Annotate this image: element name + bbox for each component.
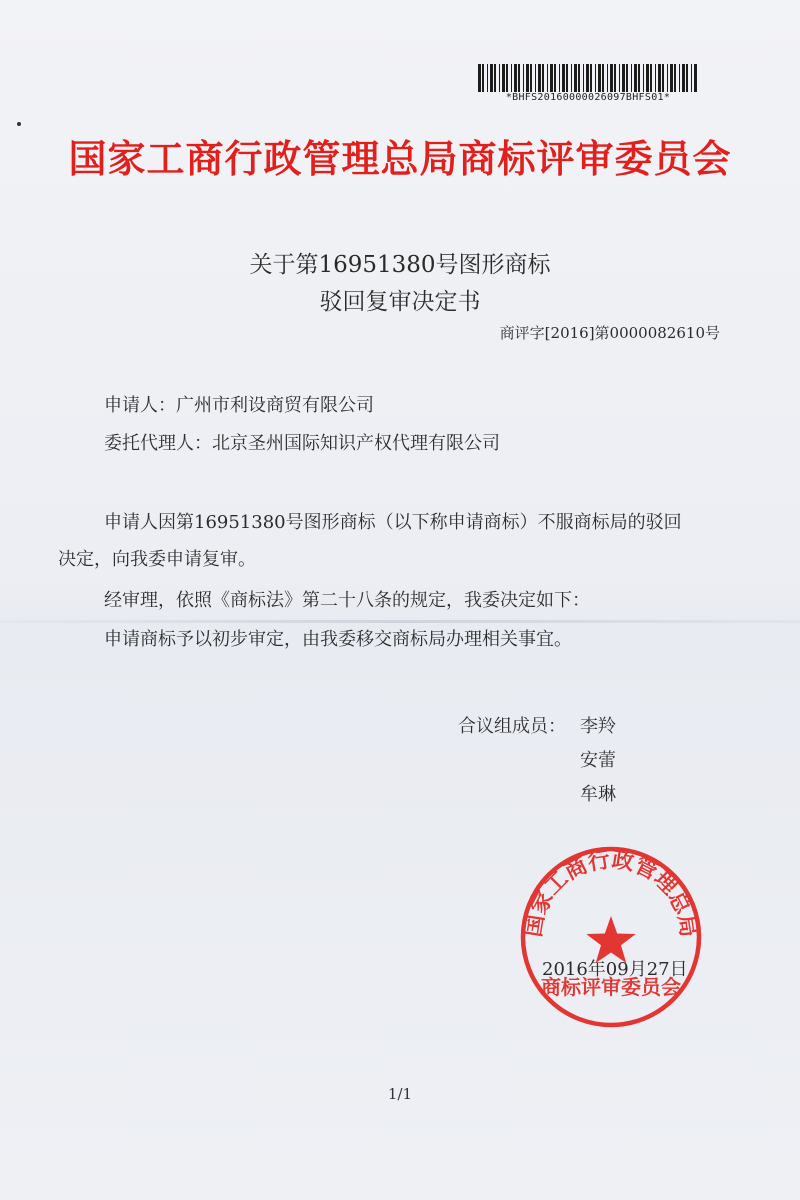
official-seal [516, 842, 706, 1032]
barcode-bar [538, 64, 541, 92]
applicant-field: 申请人：广州市利设商贸有限公司 [104, 395, 374, 416]
paragraph1-line2: 决定，向我委申请复审。 [58, 549, 256, 570]
barcode-bar [691, 64, 692, 92]
barcode-bar [518, 64, 520, 92]
barcode-bar [679, 64, 680, 92]
barcode-bar [535, 64, 536, 92]
barcode-bar [571, 64, 572, 92]
barcode-bar [482, 64, 484, 92]
barcode-bar [686, 64, 688, 92]
barcode-bar [670, 64, 673, 92]
barcode-bar [607, 64, 608, 92]
seal-star-icon [586, 916, 635, 963]
barcode-bar [562, 64, 565, 92]
ink-dot [17, 122, 21, 126]
barcode-bar [631, 64, 632, 92]
barcode-text: *BHFS20160000026097BHFS01* [505, 92, 671, 103]
barcode-bar [614, 64, 616, 92]
barcode-bar [583, 64, 584, 92]
barcode-bar [478, 64, 481, 92]
paragraph2: 经审理，依照《商标法》第二十八条的规定，我委决定如下： [104, 590, 590, 611]
barcode-bar [494, 64, 496, 92]
barcode-bar [523, 64, 524, 92]
barcode-bar [530, 64, 532, 92]
barcode-bar [634, 64, 637, 92]
barcode-bar [655, 64, 656, 92]
barcode-bar [643, 64, 644, 92]
barcode-bar [598, 64, 601, 92]
barcode-bar [646, 64, 649, 92]
barcode-bar [682, 64, 685, 92]
barcode-bar [590, 64, 592, 92]
barcode-bar [526, 64, 529, 92]
barcode-bar [674, 64, 676, 92]
barcode-bar [547, 64, 548, 92]
paragraph1-line1: 申请人因第16951380号图形商标（以下称申请商标）不服商标局的驳回 [104, 512, 682, 533]
barcode-bar [578, 64, 580, 92]
seal-bottom-text: 商标评审委员会 [541, 975, 681, 999]
barcode-bar [566, 64, 568, 92]
reference-number: 商评字[2016]第0000082610号 [499, 324, 720, 342]
paragraph3: 申请商标予以初步审定，由我委移交商标局办理相关事宜。 [104, 629, 572, 650]
barcode-bar [662, 64, 664, 92]
panel-member: 牟琳 [580, 784, 616, 805]
document-title-line2: 驳回复审决定书 [319, 289, 481, 315]
barcode-bar [554, 64, 556, 92]
seal-arc-text: 国家工商行政管理总局 [520, 846, 702, 939]
barcode-bar [694, 64, 697, 92]
barcode-bar [506, 64, 508, 92]
page-number: 1/1 [387, 1085, 413, 1103]
barcode-bar [490, 64, 493, 92]
barcode-bar [650, 64, 652, 92]
panel-label: 合议组成员： [458, 716, 566, 737]
barcode-bar [502, 64, 505, 92]
barcode-bar [514, 64, 517, 92]
agent-field: 委托代理人：北京圣州国际知识产权代理有限公司 [104, 433, 500, 454]
barcode-bar [574, 64, 577, 92]
barcode-bar [542, 64, 544, 92]
barcode-bar [595, 64, 596, 92]
barcode-bar [499, 64, 500, 92]
barcode-bar [586, 64, 589, 92]
barcode-bar [602, 64, 604, 92]
barcode [478, 64, 698, 92]
paper-fold [0, 620, 800, 623]
barcode-bar [559, 64, 560, 92]
organization-title: 国家工商行政管理总局商标评审委员会 [68, 136, 732, 181]
barcode-bar [619, 64, 620, 92]
barcode-bar [487, 64, 488, 92]
document-title-line1: 关于第16951380号图形商标 [249, 252, 551, 278]
barcode-bar [658, 64, 661, 92]
barcode-bar [550, 64, 553, 92]
barcode-bar [638, 64, 640, 92]
barcode-bar [622, 64, 625, 92]
panel-member: 李羚 [580, 716, 616, 737]
barcode-bar [610, 64, 613, 92]
barcode-bar [511, 64, 512, 92]
barcode-bar [667, 64, 668, 92]
barcode-bar [626, 64, 628, 92]
decision-date: 2016年09月27日 [542, 959, 688, 980]
panel-member: 安蕾 [580, 750, 616, 771]
